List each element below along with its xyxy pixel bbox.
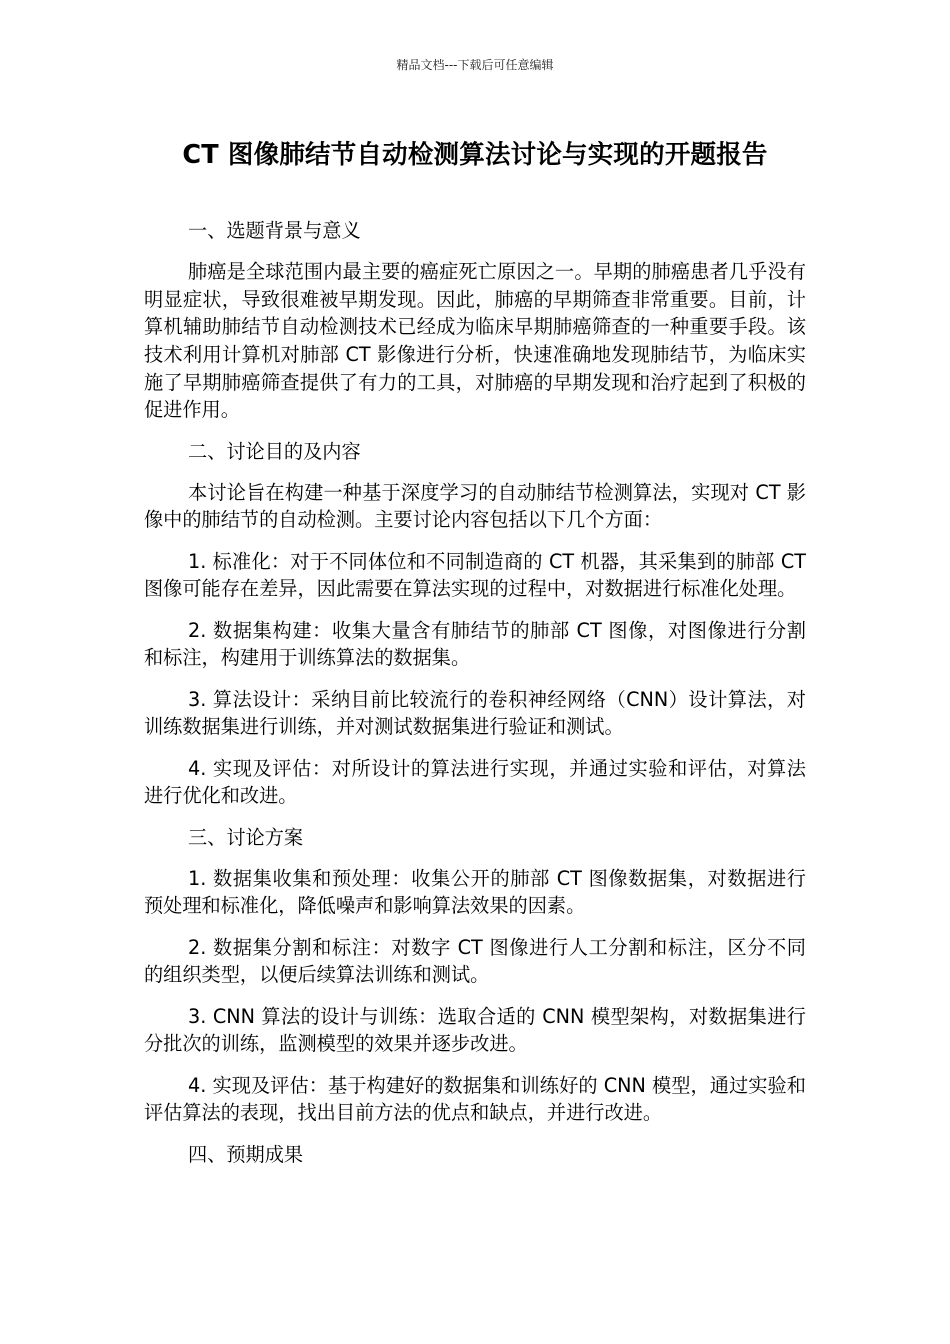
section-heading-objectives: 二、讨论目的及内容 xyxy=(188,439,361,463)
document-title: CT 图像肺结节自动检测算法讨论与实现的开题报告 xyxy=(182,140,768,170)
section-heading-expected-results: 四、预期成果 xyxy=(188,1142,304,1166)
section-heading-plan: 三、讨论方案 xyxy=(188,825,304,849)
list-item-dataset-construction: 2. 数据集构建：收集大量含有肺结节的肺部 CT 图像，对图像进行分割和标注，构建用于训练算法的数据集。 xyxy=(144,618,806,670)
list-item-plan-evaluation: 4. 实现及评估：基于构建好的数据集和训练好的 CNN 模型，通过实验和评估算法的表现，找出目前方法的优点和缺点，并进行改进。 xyxy=(144,1073,806,1125)
section-heading-background: 一、选题背景与意义 xyxy=(188,219,361,242)
list-item-data-collection: 1. 数据集收集和预处理：收集公开的肺部 CT 图像数据集，对数据进行预处理和标准化，降低噪声和影响算法效果的因素。 xyxy=(144,866,806,918)
paragraph-background: 肺癌是全球范围内最主要的癌症死亡原因之一。早期的肺癌患者几乎没有明显症状，导致很难被早期发现。因此，肺癌的早期筛查非常重要。目前，计算机辅助肺结节自动检测技术已经成为临床早期肺癌筛查的一种重要手段。该技术利用计算机对肺部 CT 影像进行分析，快速准确地发现肺结节，为临床实施了早期肺癌筛查提供了有力的工具，对肺癌的早期发现和治疗起到了积极的促进作用。 xyxy=(144,260,806,422)
list-item-algorithm-design: 3. 算法设计：采纳目前比较流行的卷积神经网络（CNN）设计算法，对训练数据集进行训练，并对测试数据集进行验证和测试。 xyxy=(144,687,806,739)
list-item-segmentation-annotation: 2. 数据集分割和标注：对数字 CT 图像进行人工分割和标注，区分不同的组织类型，以便后续算法训练和测试。 xyxy=(144,935,806,987)
header-note: 精品文档---下载后可任意编辑 xyxy=(396,58,554,72)
list-item-standardization: 1. 标准化：对于不同体位和不同制造商的 CT 机器，其采集到的肺部 CT 图像可能存在差异，因此需要在算法实现的过程中，对数据进行标准化处理。 xyxy=(144,549,806,601)
paragraph-objectives-intro: 本讨论旨在构建一种基于深度学习的自动肺结节检测算法，实现对 CT 影像中的肺结节的自动检测。主要讨论内容包括以下几个方面： xyxy=(144,480,806,532)
list-item-implementation-evaluation: 4. 实现及评估：对所设计的算法进行实现，并通过实验和评估，对算法进行优化和改进。 xyxy=(144,756,806,808)
document-body xyxy=(144,217,806,1182)
list-item-cnn-training: 3. CNN 算法的设计与训练：选取合适的 CNN 模型架构，对数据集进行分批次的训练，监测模型的效果并逐步改进。 xyxy=(144,1004,806,1056)
